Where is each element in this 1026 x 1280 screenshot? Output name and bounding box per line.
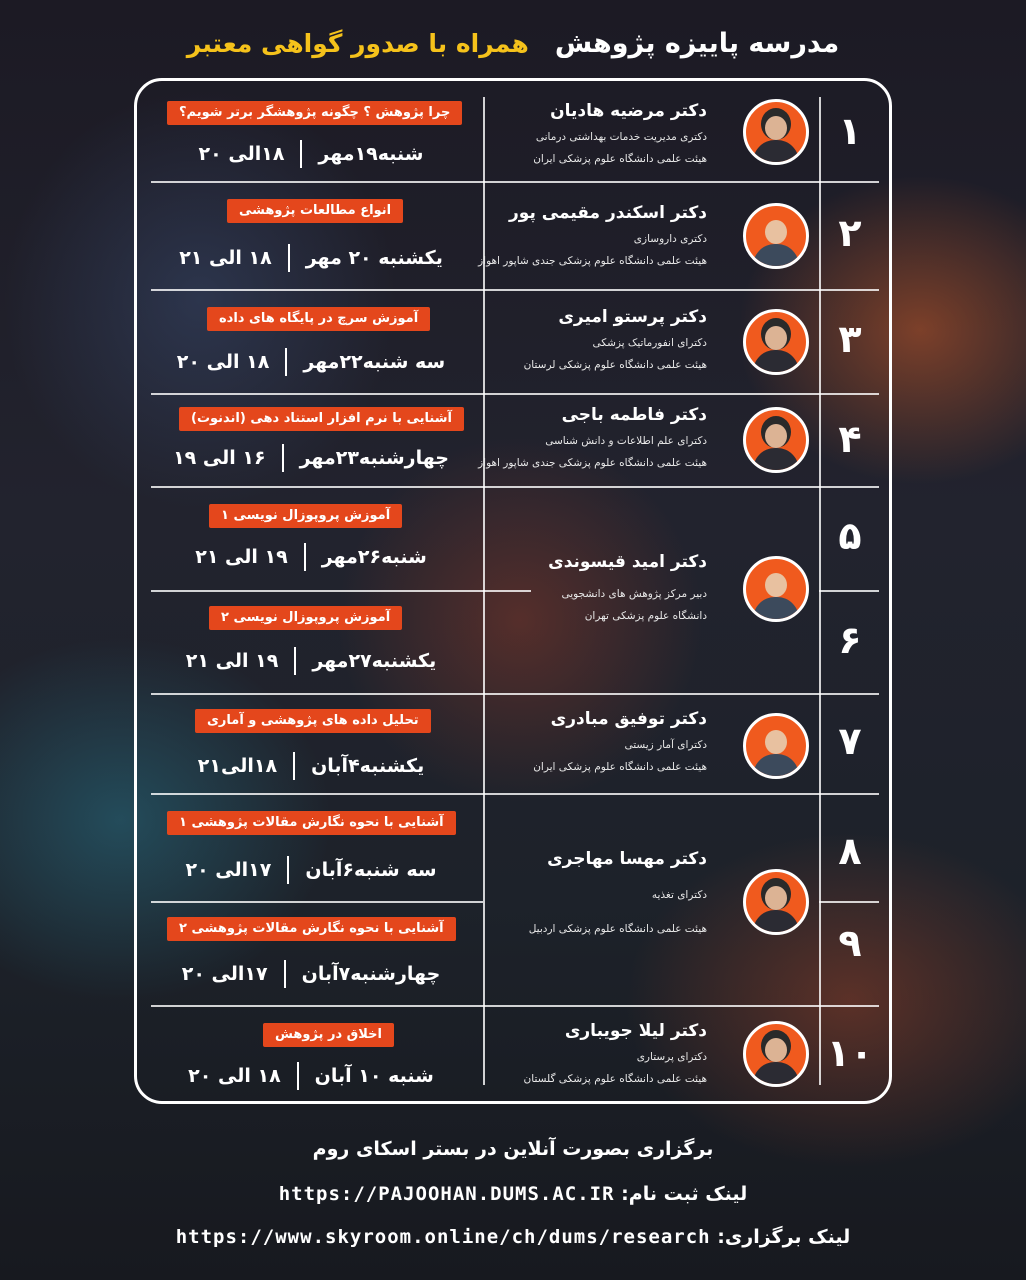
session-time (151, 957, 471, 991)
session-hours: ۱۸الی۲۱ (197, 755, 278, 777)
speaker-name: دکتر لیلا جویباری (564, 1021, 707, 1041)
speaker-name: دکتر اسکندر مقیمی پور (509, 203, 707, 223)
session-topic: تحلیل داده های پژوهشی و آماری (195, 709, 431, 733)
avatar (743, 309, 809, 375)
session-row-7 (151, 693, 879, 793)
speaker-degree: دکترای علم اطلاعات و دانش شناسی (545, 435, 707, 447)
session-time (151, 345, 471, 379)
time-divider (288, 244, 290, 272)
register-label: لینک ثبت نام: (621, 1183, 748, 1205)
session-row-8-9 (151, 793, 879, 1005)
session-hours: ۱۹ الی ۲۱ (185, 650, 279, 672)
session-row-4 (151, 393, 879, 486)
session-row-1 (151, 81, 879, 181)
session-number: ۴ (838, 417, 862, 461)
time-divider (282, 444, 284, 472)
speaker-affiliation: دانشگاه علوم پزشکی تهران (584, 610, 707, 622)
time-divider (293, 752, 295, 780)
speaker-name: دکتر مهسا مهاجری (547, 849, 707, 869)
session-row-10 (151, 1005, 879, 1101)
session-row-3 (151, 289, 879, 393)
session-day: یکشنبه ۲۰ مهر (305, 247, 443, 269)
session-number: ۷ (838, 719, 862, 763)
session-hours: ۱۸الی ۲۰ (198, 143, 285, 165)
time-divider (294, 647, 296, 675)
session-row-5-6 (151, 486, 879, 693)
session-link-line (0, 1226, 1026, 1248)
session-hours: ۱۹ الی ۲۱ (195, 546, 288, 568)
session-link[interactable]: https://www.skyroom.online/ch/dums/research (175, 1226, 711, 1248)
session-day: سه شنبه۲۲مهر (303, 351, 446, 373)
avatar (743, 556, 809, 622)
speaker-degree: دکترای آمار زیستی (624, 739, 707, 751)
speaker-degree: دکترای تغذیه (651, 889, 707, 901)
page-title: مدرسه پاییزه پژوهش (554, 27, 840, 59)
avatar (743, 869, 809, 935)
session-day: یکشنبه۴آبان (311, 755, 425, 777)
session-hours: ۱۸ الی ۲۱ (179, 247, 272, 269)
page-subtitle: همراه با صدور گواهی معتبر (186, 28, 529, 58)
page-header (0, 18, 1026, 68)
session-topic: آشنایی با نحوه نگارش مقالات پژوهشی ۲ (167, 917, 456, 941)
speaker-affiliation: هیئت علمی دانشگاه علوم پزشکی جندی شاپور اهواز (478, 457, 707, 469)
speaker-role: دبیر مرکز پژوهش های دانشجویی (561, 588, 707, 600)
session-day: شنبه۱۹مهر (318, 143, 424, 165)
register-link[interactable]: https://PAJOOHAN.DUMS.AC.IR (278, 1183, 615, 1205)
session-hours: ۱۷الی ۲۰ (185, 859, 272, 881)
session-day: شنبه۲۶مهر (321, 546, 427, 568)
session-hours: ۱۸ الی ۲۰ (188, 1065, 281, 1087)
session-number: ۳ (838, 317, 862, 361)
session-day: چهارشنبه۲۳مهر (299, 447, 449, 469)
time-divider (284, 960, 286, 988)
register-link-line (0, 1183, 1026, 1205)
session-number: ۹ (838, 921, 862, 965)
session-topic: آموزش سرچ در پایگاه های داده (207, 307, 430, 331)
platform-note: برگزاری بصورت آنلاین در بستر اسکای روم (312, 1138, 714, 1160)
session-time (151, 853, 471, 887)
speaker-name: دکتر فاطمه باجی (561, 405, 707, 425)
session-number: ۲ (838, 211, 862, 255)
session-row-2 (151, 181, 879, 289)
time-divider (285, 348, 287, 376)
time-divider (300, 140, 302, 168)
avatar (743, 407, 809, 473)
speaker-affiliation: هیئت علمی دانشگاه علوم پزشکی گلستان (523, 1073, 707, 1085)
session-topic: آموزش پروپوزال نویسی ۱ (209, 504, 402, 528)
session-time (151, 540, 471, 574)
session-topic: انواع مطالعات پژوهشی (227, 199, 403, 223)
avatar (743, 99, 809, 165)
speaker-degree: دکتری مدیریت خدمات بهداشتی درمانی (535, 131, 707, 143)
avatar (743, 713, 809, 779)
session-day: چهارشنبه۷آبان (301, 963, 441, 985)
time-divider (297, 1062, 299, 1090)
session-topic: آشنایی با نحوه نگارش مقالات پژوهشی ۱ (167, 811, 456, 835)
session-topic: اخلاق در پژوهش (263, 1023, 394, 1047)
speaker-degree: دکترای انفورماتیک پزشکی (592, 337, 707, 349)
avatar (743, 1021, 809, 1087)
session-hours: ۱۷الی ۲۰ (181, 963, 268, 985)
session-link-label: لینک برگزاری: (717, 1226, 851, 1248)
session-day: سه شنبه۶آبان (305, 859, 437, 881)
speaker-name: دکتر توفیق مبادری (550, 709, 707, 729)
session-time (151, 644, 471, 678)
speaker-name: دکتر مرضیه هادیان (550, 101, 707, 121)
session-number: ۵ (838, 514, 862, 558)
speaker-degree: دکتری داروسازی (633, 233, 707, 245)
session-hours: ۱۸ الی ۲۰ (176, 351, 270, 373)
speaker-affiliation: هیئت علمی دانشگاه علوم پزشکی لرستان (523, 359, 707, 371)
speaker-degree: دکترای پرستاری (636, 1051, 707, 1063)
session-time (151, 441, 471, 475)
avatar (743, 203, 809, 269)
time-divider (287, 856, 289, 884)
session-topic: چرا پژوهش ؟ چگونه پژوهشگر برتر شویم؟ (167, 101, 462, 125)
session-time (151, 1059, 471, 1093)
speaker-affiliation: هیئت علمی دانشگاه علوم پزشکی ایران (533, 153, 707, 165)
time-divider (304, 543, 306, 571)
speaker-affiliation: هیئت علمی دانشگاه علوم پزشکی جندی شاپور اهواز (478, 255, 707, 267)
speaker-affiliation: هیئت علمی دانشگاه علوم پزشکی اردبیل (528, 923, 707, 935)
session-number: ۱۰ (826, 1031, 874, 1075)
session-time (151, 241, 471, 275)
session-number: ۸ (838, 829, 862, 873)
session-number: ۶ (838, 618, 862, 662)
session-day: یکشنبه۲۷مهر (312, 650, 437, 672)
session-time (151, 137, 471, 171)
session-day: شنبه ۱۰ آبان (314, 1065, 434, 1087)
session-topic: آموزش پروپوزال نویسی ۲ (209, 606, 402, 630)
schedule-frame (134, 78, 892, 1104)
session-number: ۱ (838, 109, 862, 153)
session-hours: ۱۶ الی ۱۹ (173, 447, 266, 469)
speaker-affiliation: هیئت علمی دانشگاه علوم پزشکی ایران (533, 761, 707, 773)
session-time (151, 749, 471, 783)
speaker-name: دکتر پرستو امیری (558, 307, 707, 327)
speaker-name: دکتر امید قیسوندی (548, 552, 707, 572)
session-topic: آشنایی با نرم افزار استناد دهی (اندنوت) (179, 407, 464, 431)
